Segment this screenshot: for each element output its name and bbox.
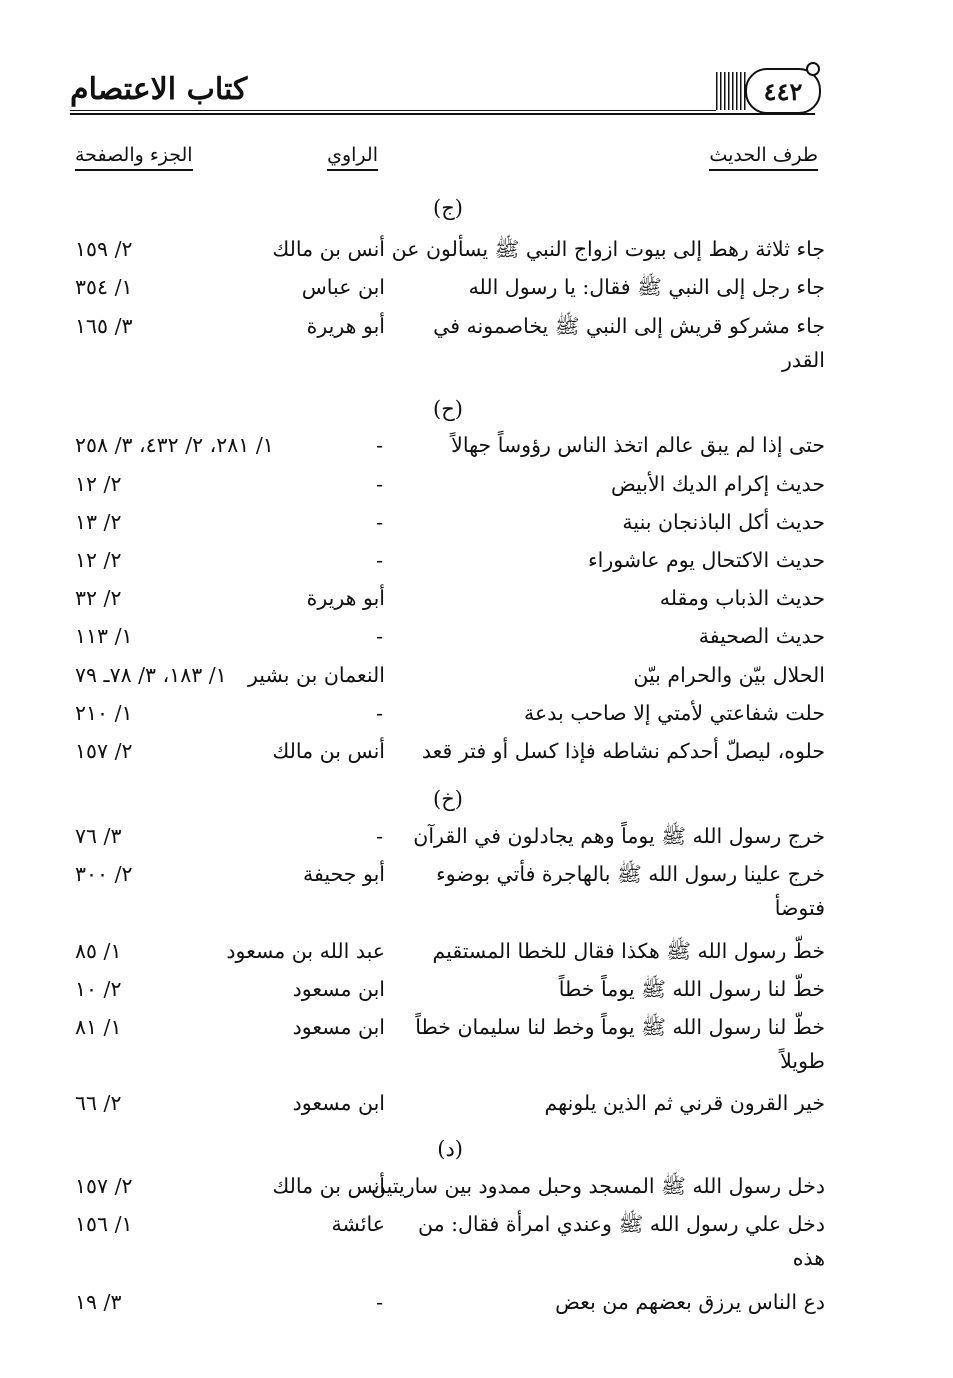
index-row xyxy=(0,543,953,577)
rawi-text: - xyxy=(376,472,383,496)
hadith-text: خطّ لنا رسول الله ﷺ يوماً وخط لنا سليمان خطاً xyxy=(415,1015,825,1039)
rawi-text: - xyxy=(376,548,383,572)
reference-text: ٣/ ١٩ xyxy=(75,1290,122,1314)
index-row xyxy=(0,658,953,692)
page-number-ornament xyxy=(716,72,746,110)
hadith-text-continuation: هذه xyxy=(792,1246,825,1270)
reference-text: ١/ ١١٣ xyxy=(75,624,133,648)
reference-text: ١/ ٢١٠ xyxy=(75,701,133,725)
index-row xyxy=(0,1169,953,1203)
hadith-text: خير القرون قرني ثم الذين يلونهم xyxy=(544,1091,825,1115)
hadith-text: جاء ثلاثة رهط إلى بيوت ازواج النبي ﷺ يسألون عن xyxy=(391,237,825,261)
rawi-text: أبو هريرة xyxy=(306,586,385,610)
reference-text: ٢/ ١٥٧ xyxy=(75,1174,133,1198)
header-rule xyxy=(70,113,815,115)
hadith-text: حديث الصحيفة xyxy=(698,624,825,648)
rawi-text: ابن مسعود xyxy=(292,977,385,1001)
rawi-text: - xyxy=(376,624,383,648)
index-row xyxy=(0,428,953,462)
index-row xyxy=(0,934,953,968)
hadith-text: دع الناس يرزق بعضهم من بعض xyxy=(555,1290,825,1314)
index-row xyxy=(0,309,953,372)
rawi-text: أبو هريرة xyxy=(306,314,385,338)
column-header-ref: الجزء والصفحة xyxy=(75,144,193,171)
hadith-text: جاء مشركو قريش إلى النبي ﷺ يخاصمونه في xyxy=(433,314,825,338)
hadith-text: حلوه، ليصلّ أحدكم نشاطه فإذا كسل أو فتر قعد xyxy=(421,739,825,763)
reference-text: ٢/ ١٢ xyxy=(75,548,122,572)
index-row xyxy=(0,467,953,501)
index-row xyxy=(0,505,953,539)
reference-text: ١/ ١٥٦ xyxy=(75,1212,133,1236)
rawi-text: - xyxy=(376,1290,383,1314)
reference-text: ٢/ ٣٠٠ xyxy=(75,862,133,886)
hadith-text: جاء رجل إلى النبي ﷺ فقال: يا رسول الله xyxy=(468,275,825,299)
rawi-text: - xyxy=(376,510,383,534)
rawi-text: - xyxy=(376,824,383,848)
hadith-text: حلت شفاعتي لأمتي إلا صاحب بدعة xyxy=(524,701,825,725)
index-row xyxy=(0,972,953,1006)
index-row xyxy=(0,1285,953,1319)
index-row xyxy=(0,857,953,920)
reference-text: ٢/ ١٣ xyxy=(75,510,122,534)
index-row xyxy=(0,232,953,266)
rawi-text: عائشة xyxy=(331,1212,385,1236)
index-row xyxy=(0,819,953,853)
column-header-hadith: طرف الحديث xyxy=(709,144,818,171)
book-title: كتاب الاعتصام xyxy=(70,72,248,107)
hadith-text: خطّ رسول الله ﷺ هكذا فقال للخطا المستقيم xyxy=(432,939,825,963)
header-rule-top xyxy=(70,110,716,111)
rawi-text: أنس بن مالك xyxy=(272,1174,385,1198)
hadith-text: الحلال بيّن والحرام بيّن xyxy=(633,663,825,687)
hadith-text: خرج رسول الله ﷺ يوماً وهم يجادلون في القرآن xyxy=(413,824,825,848)
rawi-text: ابن مسعود xyxy=(292,1015,385,1039)
reference-text: ٣/ ١٦٥ xyxy=(75,314,133,338)
index-row xyxy=(0,270,953,304)
rawi-text: ابن عباس xyxy=(301,275,385,299)
hadith-text-continuation: فتوضأ xyxy=(774,896,825,920)
reference-text: ٣/ ٧٦ xyxy=(75,824,122,848)
badge-ornament-icon xyxy=(806,62,820,76)
index-row xyxy=(0,734,953,768)
rawi-text: أنس بن مالك xyxy=(272,739,385,763)
reference-text: ١/ ١٨٣، ٣/ ٧٨ـ ٧٩ xyxy=(75,663,227,687)
index-row xyxy=(0,619,953,653)
index-row xyxy=(0,1086,953,1120)
hadith-text: خطّ لنا رسول الله ﷺ يوماً خطاً xyxy=(558,977,825,1001)
hadith-text: حديث إكرام الديك الأبيض xyxy=(610,472,825,496)
section-letter: (خ) xyxy=(433,787,463,811)
index-row xyxy=(0,696,953,730)
hadith-text: حتى إذا لم يبق عالم اتخذ الناس رؤوساً جهالاً xyxy=(451,433,825,457)
reference-text: ٢/ ١٥٧ xyxy=(75,739,133,763)
reference-text: ١/ ٨٥ xyxy=(75,939,122,963)
hadith-text-continuation: القدر xyxy=(782,348,825,372)
rawi-text: ابن مسعود xyxy=(292,1091,385,1115)
index-row xyxy=(0,1010,953,1073)
rawi-text: - xyxy=(376,433,383,457)
section-letter: (ح) xyxy=(433,397,463,421)
rawi-text: أبو جحيفة xyxy=(303,862,385,886)
hadith-text: حديث الاكتحال يوم عاشوراء xyxy=(588,548,825,572)
section-letter: (ج) xyxy=(433,196,463,220)
hadith-text: حديث أكل الباذنجان بنية xyxy=(622,510,825,534)
rawi-text: أنس بن مالك xyxy=(272,237,385,261)
reference-text: ٢/ ٣٢ xyxy=(75,586,122,610)
hadith-text: دخل رسول الله ﷺ المسجد وحبل ممدود بين ساريتين xyxy=(371,1174,825,1198)
index-row xyxy=(0,581,953,615)
hadith-text: حديث الذباب ومقله xyxy=(659,586,825,610)
reference-text: ١/ ٣٥٤ xyxy=(75,275,133,299)
page-number: ٤٤٢ xyxy=(763,76,803,106)
reference-text: ١/ ٢٨١، ٢/ ٤٣٢، ٣/ ٢٥٨ xyxy=(75,433,274,457)
rawi-text: - xyxy=(376,701,383,725)
reference-text: ٢/ ٦٦ xyxy=(75,1091,122,1115)
index-row xyxy=(0,1207,953,1270)
reference-text: ٢/ ١٥٩ xyxy=(75,237,133,261)
reference-text: ١/ ٨١ xyxy=(75,1015,122,1039)
reference-text: ٢/ ١٢ xyxy=(75,472,122,496)
reference-text: ٢/ ١٠ xyxy=(75,977,122,1001)
hadith-text: دخل علي رسول الله ﷺ وعندي امرأة فقال: من xyxy=(418,1212,825,1236)
hadith-text: خرج علينا رسول الله ﷺ بالهاجرة فأتي بوضوء xyxy=(436,862,825,886)
section-letter: (د) xyxy=(437,1137,463,1161)
rawi-text: النعمان بن بشير xyxy=(247,663,385,687)
hadith-text-continuation: طويلاً xyxy=(780,1049,825,1073)
rawi-text: عبد الله بن مسعود xyxy=(226,939,385,963)
column-header-rawi: الراوي xyxy=(327,144,378,171)
